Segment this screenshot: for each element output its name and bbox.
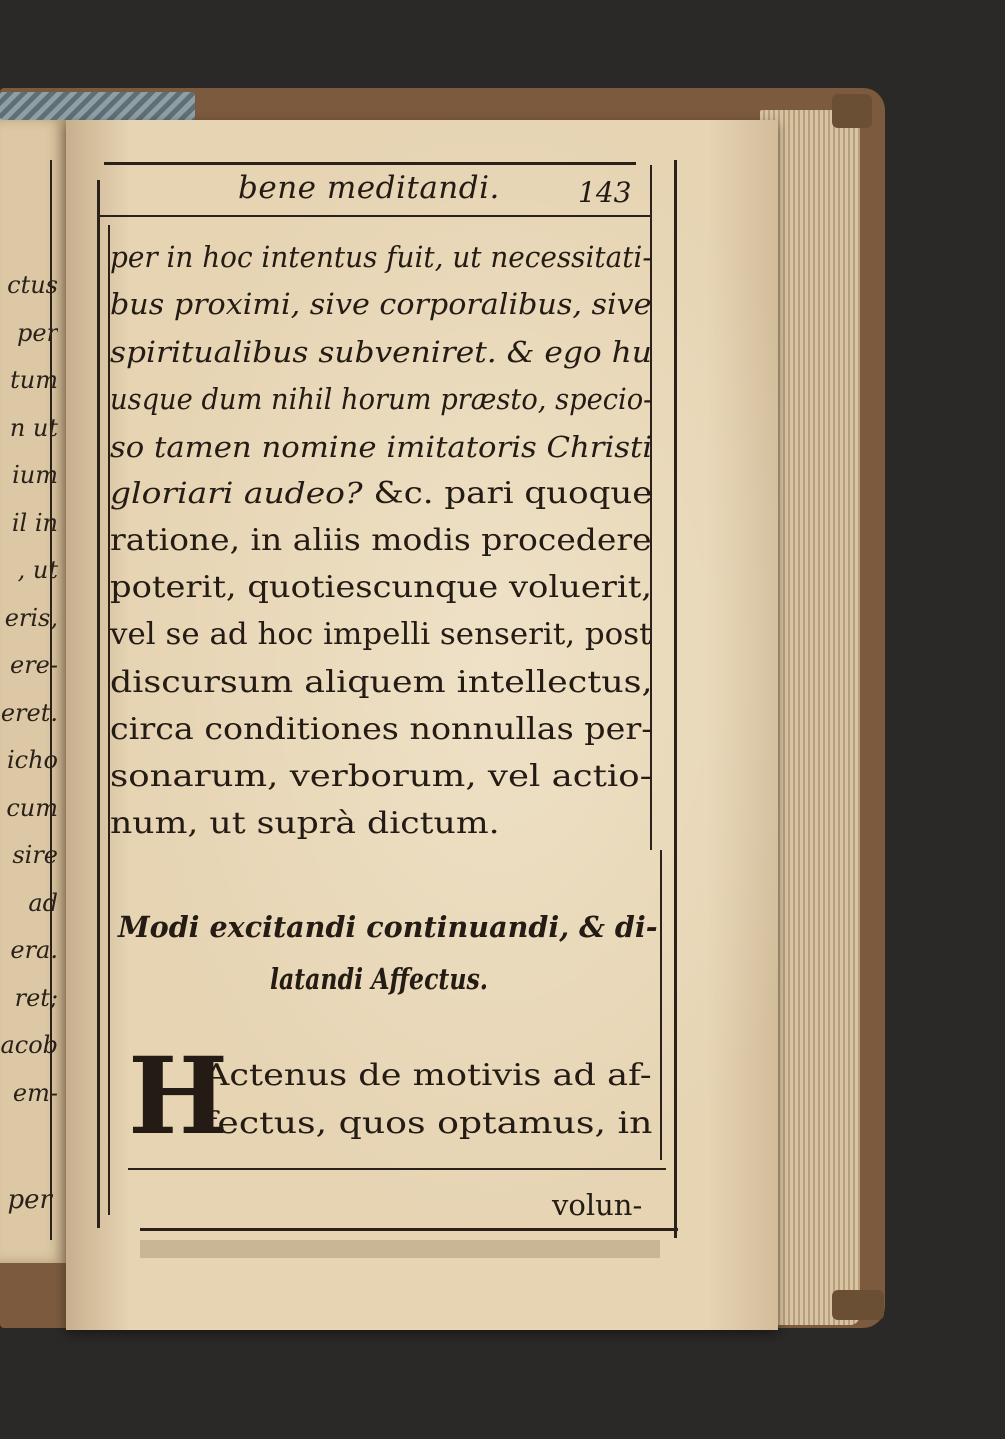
text-line: sonarum, verborum, vel actio-: [110, 759, 652, 794]
frame-left: [97, 180, 100, 1228]
left-fragment: eret.: [0, 698, 58, 727]
text-line: fectus, quos optamus, in: [204, 1106, 653, 1141]
left-fragment: tum: [10, 366, 58, 394]
frame-right-outer: [674, 160, 677, 1238]
left-fragment: em-: [12, 1078, 58, 1107]
text-line: bus proximi, sive corporalibus, sive: [110, 287, 652, 321]
catchword: volun-: [552, 1188, 643, 1222]
left-fragment: ctus: [7, 271, 58, 299]
left-page-fragments: [0, 262, 58, 1117]
left-fragment: sire: [12, 841, 58, 869]
text-line: discursum aliquem intellectus,: [110, 665, 653, 700]
left-fragment: per: [16, 318, 58, 347]
frame-right-lower: [660, 850, 662, 1160]
drop-cap: H: [128, 1033, 229, 1158]
spine-cord: [0, 92, 195, 120]
left-fragment: acob: [0, 1031, 58, 1059]
bottom-rule-outer: [140, 1228, 678, 1231]
left-page-catchword: per: [7, 1185, 52, 1215]
left-fragment: ium: [12, 461, 58, 489]
text-line: vel se ad hoc impelli senserit, post: [110, 617, 652, 652]
italic-run: gloriari audeo?: [110, 476, 363, 510]
ink-smudge: [140, 1240, 660, 1258]
page-number: 143: [578, 176, 632, 209]
text-line: [110, 476, 652, 511]
section-heading: Modi excitandi continuandi, & di-: [118, 910, 658, 944]
text-line: per in hoc intentus fuit, ut necessitati-: [110, 240, 652, 274]
running-head: bene meditandi.: [238, 170, 500, 206]
left-fragment: , ut: [17, 556, 58, 584]
left-fragment: era.: [10, 936, 58, 964]
text-line: ratione, in aliis modis procedere: [110, 523, 652, 558]
roman-run: &c. pari quoque: [362, 476, 653, 511]
text-line: num, ut suprà dictum.: [110, 806, 500, 841]
text-line: circa conditiones nonnullas per-: [110, 712, 653, 747]
top-rule: [104, 162, 636, 165]
text-line: so tamen nomine imitatoris Christi: [110, 430, 653, 464]
bottom-rule: [128, 1168, 666, 1170]
left-fragment: ad: [28, 888, 58, 917]
text-line: spiritualibus subveniret. & ego hu: [110, 335, 652, 369]
left-fragment: n ut: [9, 413, 58, 442]
headband-bottom: [832, 1290, 884, 1320]
left-fragment: eris,: [4, 603, 58, 632]
header-rule: [100, 215, 652, 217]
text-line: usque dum nihil horum præsto, specio-: [110, 382, 653, 416]
left-fragment: ere-: [10, 651, 58, 679]
left-fragment: cum: [6, 793, 58, 822]
text-line: Actenus de motivis ad af-: [204, 1058, 652, 1093]
text-line: poterit, quotiescunque voluerit,: [110, 570, 652, 605]
left-fragment: il in: [11, 508, 58, 537]
headband-top: [832, 94, 872, 128]
left-fragment: icho: [6, 746, 58, 774]
left-fragment: ret;: [14, 983, 58, 1012]
section-heading: latandi Affectus.: [270, 962, 488, 996]
